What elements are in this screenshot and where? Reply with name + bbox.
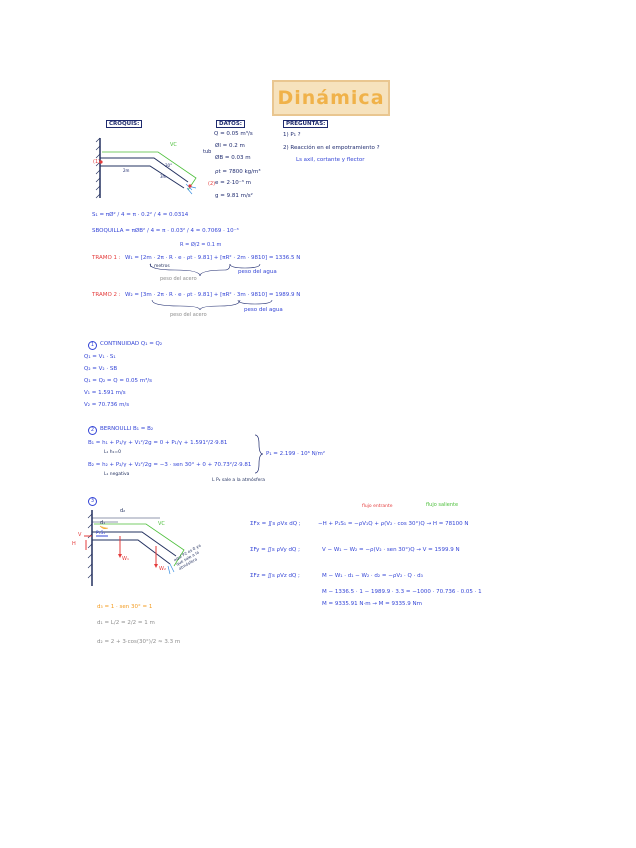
pipe-diagram-2 <box>82 508 192 588</box>
flujo-entrante: flujo entrante <box>362 504 393 509</box>
bernoulli-result: P₁ = 2.199 · 10⁶ N/m² <box>266 451 326 457</box>
cont-l3: Q₁ = Q₂ = Q = 0.05 m³/s <box>84 378 152 384</box>
point-1-label: (1) <box>93 159 101 165</box>
section-1-badge: 1 <box>88 341 97 350</box>
pregunta-2: 2) Reacción en el empotramiento ? <box>283 145 380 151</box>
eq3-rhs: M − W₁ · d₁ − W₂ · d₂ = −ρV₂ · Q · d₃ <box>322 573 423 579</box>
cont-l2: Q₂ = V₂ · SB <box>84 366 118 372</box>
length-3m: 3m <box>160 174 167 179</box>
header-croquis: CROQUIS: <box>106 120 142 128</box>
cont-l1: Q₁ = V₁ · S₁ <box>84 354 116 360</box>
eq3-lhs: ΣFz = ∬s ρVz dQ ; <box>250 573 300 579</box>
cont-l4: V₁ = 1.591 m/s <box>84 390 126 396</box>
mom-v: V <box>78 532 82 538</box>
pregunta-1: 1) P₁ ? <box>283 132 301 138</box>
point-2-label: (2) <box>208 181 216 187</box>
mom-vc: VC <box>158 521 165 527</box>
eq2-rhs: V − W₁ − W₂ = −ρ(V₂ · sen 30°)Q → V = 1599.9 N <box>322 547 460 553</box>
dato-g: g = 9.81 m/s² <box>215 193 253 199</box>
tramo2-eq: W₂ = [3m · 2π · R · e · ρt · 9.81] + [πR² · 3m · 9810] = 1989.9 N <box>125 292 301 298</box>
tramo2-label: TRAMO 2 : <box>92 292 121 298</box>
eq-s1: S₁ = πØ² / 4 = π · 0.2² / 4 = 0.0314 <box>92 212 189 218</box>
header-preguntas: PREGUNTAS: <box>283 120 328 128</box>
eq2-lhs: ΣFy = ∬s ρVy dQ ; <box>250 547 300 553</box>
dato-q: Q = 0.05 m³/s <box>214 131 253 137</box>
bernoulli-brace <box>254 434 264 474</box>
vc-label-1: VC <box>170 142 177 148</box>
section-3-badge: 3 <box>88 497 97 506</box>
mom-h: H <box>72 541 76 547</box>
bernoulli-note: L P₂ sale a la atmósfera <box>212 478 266 483</box>
d3-eq: d₃ = 1 · sen 30° = 1 <box>97 604 153 610</box>
cont-l5: V₂ = 70.736 m/s <box>84 402 130 408</box>
page-title: Dinámica <box>277 87 385 109</box>
eq5: M = 9335.91 N·m → M = 9335.9 Nm <box>322 601 422 607</box>
eq4: M − 1336.5 · 1 − 1989.9 · 3.3 = −1000 · 70.736 · 0.05 · 1 <box>322 589 482 595</box>
mom-note: aquí P2 es 0 ya que sale a la atmósfera <box>172 542 202 571</box>
d2-eq: d₂ = 2 + 3·cos(30°)/2 ≈ 3.3 m <box>97 639 181 645</box>
title-box <box>272 80 390 116</box>
d1-eq: d₁ = L/2 = 2/2 = 1 m <box>97 620 155 626</box>
tramo1-label: TRAMO 1 : <box>92 255 121 261</box>
section-2-badge: 2 <box>88 426 97 435</box>
peso-acero-1: peso del acero <box>160 276 197 282</box>
header-datos: DATOS: <box>216 120 245 128</box>
dato-e: e = 2·10⁻³ m <box>215 180 251 186</box>
dato-d2: ØB = 0.03 m <box>215 155 251 161</box>
pregunta-3: Ls axil, cortante y flector <box>296 157 365 163</box>
tramo1-eq: W₁ = [2m · 2π · R · e · ρt · 9.81] + [πR² · 2m · 9810] = 1336.5 N <box>125 255 301 261</box>
bernoulli-title: BERNOULLI B₁ = B₂ <box>100 426 154 432</box>
bern-l1-note: L₁ h₁=0 <box>104 450 122 455</box>
flujo-saliente: flujo saliente <box>426 502 459 508</box>
mom-d1: d₁ <box>100 520 106 526</box>
bern-l2: B₂ = h₂ + P₂/γ + V₂²/2g = −3 · sen 30° + 0 + 70.73²/2·9.81 <box>88 462 252 468</box>
continuidad-title: CONTINUIDAD Q₁ = Q₂ <box>100 341 163 347</box>
eq-s2: SBOQUILLA = πØB² / 4 = π · 0.03² / 4 = 0.7069 · 10⁻³ <box>92 228 239 234</box>
eq1-lhs: ΣFx = ∬s ρVx dQ ; <box>250 521 301 527</box>
r-note: R = Ø/2 = 0.1 m <box>180 242 222 248</box>
mom-p1s1: P₁S₁ <box>96 531 106 536</box>
mom-w2: W₂ <box>159 566 166 572</box>
l-metros-note: L metros <box>150 264 170 269</box>
peso-agua-2: peso del agua <box>244 307 283 313</box>
dato-rho: ρt = 7800 kg/m³ <box>215 169 261 175</box>
peso-agua-1: peso del agua <box>238 269 277 275</box>
peso-acero-2: peso del acero <box>170 312 207 318</box>
bern-l1: B₁ = h₁ + P₁/γ + V₁²/2g = 0 + P₁/γ + 1.591²/2·9.81 <box>88 440 228 446</box>
bern-l2-note: L₁ negativa <box>104 472 130 477</box>
dato-d1: Øl = 0.2 m <box>215 143 245 149</box>
angle-30: 30° <box>165 163 173 168</box>
mom-w1: W₁ <box>122 556 129 562</box>
dato-tub: tub <box>203 149 212 155</box>
pipe-diagram-1 <box>92 136 222 200</box>
mom-d2: d₂ <box>120 508 126 514</box>
eq1-rhs: −H + P₁S₁ = −ρV₁Q + ρ(V₂ · cos 30°)Q → H = 78100 N <box>318 521 469 527</box>
brace-decorations <box>120 262 320 312</box>
length-2m: 2m <box>123 168 130 173</box>
